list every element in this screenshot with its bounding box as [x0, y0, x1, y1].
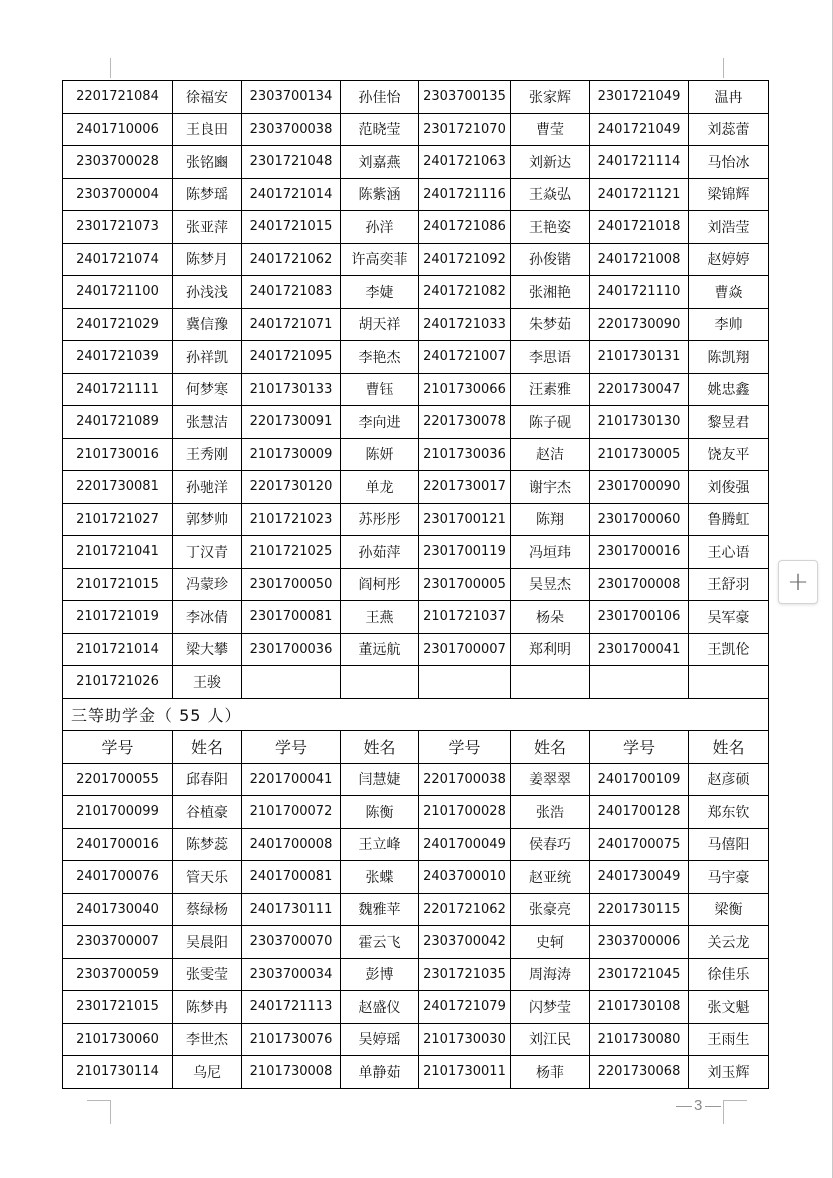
student-id-cell: 2303700028 — [63, 146, 173, 179]
student-name-cell: 陈子砚 — [511, 406, 590, 439]
student-id-cell: 2401721100 — [63, 276, 173, 309]
table-row — [63, 211, 769, 244]
student-name-cell: 王骏 — [173, 666, 242, 699]
student-id-cell: 2401700109 — [590, 763, 689, 796]
student-id-cell: 2401700049 — [419, 828, 511, 861]
student-name-cell: 李思语 — [511, 341, 590, 374]
student-id-cell: 2303700004 — [63, 178, 173, 211]
student-name-cell: 孙俊锴 — [511, 243, 590, 276]
student-id-cell: 2401700076 — [63, 861, 173, 894]
student-id-cell: 2401700008 — [242, 828, 341, 861]
crop-mark — [87, 1100, 111, 1101]
student-name-cell: 郑东钦 — [689, 796, 769, 829]
student-name-cell: 陈妍 — [341, 438, 419, 471]
student-name-cell: 李世杰 — [173, 1023, 242, 1056]
student-id-cell: 2301721073 — [63, 211, 173, 244]
student-name-cell: 李向进 — [341, 406, 419, 439]
student-id-cell: 2101730060 — [63, 1023, 173, 1056]
student-name-cell: 陈衡 — [341, 796, 419, 829]
student-id-cell: 2301700050 — [242, 568, 341, 601]
student-id-cell: 2201730120 — [242, 471, 341, 504]
student-name-cell: 梁锦辉 — [689, 178, 769, 211]
student-name-cell: 胡天祥 — [341, 308, 419, 341]
student-name-cell: 陈梦冉 — [173, 991, 242, 1024]
student-name-cell: 王雨生 — [689, 1023, 769, 1056]
student-id-cell: 2301721048 — [242, 146, 341, 179]
student-name-cell: 陈梦瑶 — [173, 178, 242, 211]
student-id-cell: 2401721079 — [419, 991, 511, 1024]
student-name-cell: 何梦寒 — [173, 373, 242, 406]
student-name-cell: 吴昱杰 — [511, 568, 590, 601]
student-id-cell: 2301700007 — [419, 633, 511, 666]
table-row — [63, 406, 769, 439]
table-row — [63, 568, 769, 601]
student-id-cell: 2401721092 — [419, 243, 511, 276]
add-button[interactable] — [778, 560, 818, 604]
header-student-id: 学号 — [590, 731, 689, 764]
student-id-cell: 2401721062 — [242, 243, 341, 276]
student-name-cell: 孙浅浅 — [173, 276, 242, 309]
student-id-cell: 2101730009 — [242, 438, 341, 471]
student-name-cell — [341, 666, 419, 699]
table-row — [63, 308, 769, 341]
student-id-cell: 2401721114 — [590, 146, 689, 179]
student-name-cell: 徐福安 — [173, 81, 242, 114]
student-id-cell: 2201730047 — [590, 373, 689, 406]
student-name-cell: 曹焱 — [689, 276, 769, 309]
student-id-cell: 2401700075 — [590, 828, 689, 861]
student-name-cell: 闪梦莹 — [511, 991, 590, 1024]
student-id-cell: 2301721045 — [590, 958, 689, 991]
student-name-cell: 陈梦蕊 — [173, 828, 242, 861]
student-name-cell: 刘蕊蕾 — [689, 113, 769, 146]
crop-mark — [110, 1100, 111, 1124]
student-name-cell: 赵婷婷 — [689, 243, 769, 276]
student-id-cell: 2301721049 — [590, 81, 689, 114]
student-name-cell: 汪素雅 — [511, 373, 590, 406]
student-name-cell: 张蝶 — [341, 861, 419, 894]
student-name-cell: 张铭豳 — [173, 146, 242, 179]
student-id-cell: 2301700106 — [590, 601, 689, 634]
student-name-cell: 饶友平 — [689, 438, 769, 471]
student-name-cell: 孙洋 — [341, 211, 419, 244]
student-name-cell: 王艳姿 — [511, 211, 590, 244]
table-header-row — [63, 731, 769, 764]
student-name-cell — [511, 666, 590, 699]
student-id-cell: 2201730078 — [419, 406, 511, 439]
student-id-cell: 2401721007 — [419, 341, 511, 374]
student-id-cell: 2101721019 — [63, 601, 173, 634]
table-row — [63, 471, 769, 504]
student-id-cell: 2303700059 — [63, 958, 173, 991]
table-row — [63, 991, 769, 1024]
student-id-cell: 2401721116 — [419, 178, 511, 211]
student-name-cell: 谢宇杰 — [511, 471, 590, 504]
table-row — [63, 633, 769, 666]
student-id-cell: 2101721026 — [63, 666, 173, 699]
student-name-cell: 霍云飞 — [341, 926, 419, 959]
student-name-cell: 许高奕菲 — [341, 243, 419, 276]
crop-mark — [723, 1100, 724, 1124]
section-row — [63, 698, 769, 731]
student-id-cell: 2401721018 — [590, 211, 689, 244]
student-id-cell: 2301700081 — [242, 601, 341, 634]
student-id-cell: 2201730091 — [242, 406, 341, 439]
section-title: 三等助学金（ 55 人） — [63, 698, 769, 731]
header-student-name: 姓名 — [511, 731, 590, 764]
student-id-cell: 2101721015 — [63, 568, 173, 601]
student-name-cell: 王良田 — [173, 113, 242, 146]
student-name-cell — [689, 666, 769, 699]
student-name-cell: 冀信豫 — [173, 308, 242, 341]
student-name-cell: 郑利明 — [511, 633, 590, 666]
student-name-cell: 张亚萍 — [173, 211, 242, 244]
student-id-cell: 2401730049 — [590, 861, 689, 894]
table-row — [63, 113, 769, 146]
student-name-cell: 徐佳乐 — [689, 958, 769, 991]
student-name-cell: 谷植豪 — [173, 796, 242, 829]
student-id-cell: 2201721084 — [63, 81, 173, 114]
student-id-cell: 2301700060 — [590, 503, 689, 536]
header-student-id: 学号 — [419, 731, 511, 764]
student-name-cell: 赵洁 — [511, 438, 590, 471]
student-id-cell: 2101730130 — [590, 406, 689, 439]
student-id-cell: 2101730030 — [419, 1023, 511, 1056]
crop-mark — [723, 58, 724, 78]
student-name-cell: 张豪亮 — [511, 893, 590, 926]
student-id-cell: 2301721015 — [63, 991, 173, 1024]
student-name-cell: 郭梦帅 — [173, 503, 242, 536]
crop-mark — [723, 1100, 747, 1101]
student-id-cell: 2101730036 — [419, 438, 511, 471]
student-name-cell: 朱梦茹 — [511, 308, 590, 341]
student-name-cell: 刘玉辉 — [689, 1056, 769, 1089]
student-id-cell: 2101721025 — [242, 536, 341, 569]
student-id-cell: 2401730040 — [63, 893, 173, 926]
student-name-cell: 吴军豪 — [689, 601, 769, 634]
table-row — [63, 178, 769, 211]
student-name-cell: 王舒羽 — [689, 568, 769, 601]
student-name-cell: 冯垣玮 — [511, 536, 590, 569]
student-name-cell: 关云龙 — [689, 926, 769, 959]
student-name-cell: 魏雅苹 — [341, 893, 419, 926]
table-row — [63, 438, 769, 471]
student-name-cell: 周海涛 — [511, 958, 590, 991]
student-name-cell: 王心语 — [689, 536, 769, 569]
student-id-cell: 2101730011 — [419, 1056, 511, 1089]
student-name-cell: 陈翔 — [511, 503, 590, 536]
student-id-cell: 2401700128 — [590, 796, 689, 829]
student-id-cell — [590, 666, 689, 699]
student-id-cell: 2101730080 — [590, 1023, 689, 1056]
table-row — [63, 796, 769, 829]
student-id-cell: 2401721095 — [242, 341, 341, 374]
student-id-cell: 2101730005 — [590, 438, 689, 471]
student-name-cell: 乌尼 — [173, 1056, 242, 1089]
student-id-cell: 2401721039 — [63, 341, 173, 374]
student-id-cell: 2401721033 — [419, 308, 511, 341]
student-id-cell: 2201730090 — [590, 308, 689, 341]
table-row — [63, 503, 769, 536]
student-id-cell: 2101721027 — [63, 503, 173, 536]
student-id-cell: 2101700028 — [419, 796, 511, 829]
student-id-cell: 2403700010 — [419, 861, 511, 894]
page-number: 3 — [676, 1097, 721, 1114]
student-id-cell: 2301721070 — [419, 113, 511, 146]
student-name-cell: 蔡绿杨 — [173, 893, 242, 926]
student-id-cell: 2101721037 — [419, 601, 511, 634]
student-id-cell — [419, 666, 511, 699]
student-name-cell: 陈紫涵 — [341, 178, 419, 211]
student-id-cell: 2401721071 — [242, 308, 341, 341]
student-id-cell: 2401721113 — [242, 991, 341, 1024]
student-id-cell: 2401721015 — [242, 211, 341, 244]
student-name-cell: 赵盛仪 — [341, 991, 419, 1024]
student-name-cell: 孙佳怡 — [341, 81, 419, 114]
student-id-cell: 2101721041 — [63, 536, 173, 569]
student-name-cell: 孙驰洋 — [173, 471, 242, 504]
student-name-cell: 丁汉青 — [173, 536, 242, 569]
student-id-cell: 2101721014 — [63, 633, 173, 666]
student-name-cell: 吴晨阳 — [173, 926, 242, 959]
student-name-cell: 张家辉 — [511, 81, 590, 114]
student-id-cell — [242, 666, 341, 699]
student-name-cell: 马宇豪 — [689, 861, 769, 894]
plus-icon: + — [787, 567, 809, 597]
student-name-cell: 刘嘉燕 — [341, 146, 419, 179]
student-name-cell: 吴婷瑶 — [341, 1023, 419, 1056]
student-id-cell: 2201721062 — [419, 893, 511, 926]
student-name-cell: 董远航 — [341, 633, 419, 666]
student-name-cell: 刘新达 — [511, 146, 590, 179]
student-name-cell: 管天乐 — [173, 861, 242, 894]
student-id-cell: 2401710006 — [63, 113, 173, 146]
student-name-cell: 杨菲 — [511, 1056, 590, 1089]
student-name-cell: 张文魁 — [689, 991, 769, 1024]
student-id-cell: 2301700090 — [590, 471, 689, 504]
student-name-cell: 姜翠翠 — [511, 763, 590, 796]
table-row — [63, 536, 769, 569]
student-name-cell: 李帅 — [689, 308, 769, 341]
student-id-cell: 2401721089 — [63, 406, 173, 439]
student-name-cell: 陈梦月 — [173, 243, 242, 276]
student-id-cell: 2301700121 — [419, 503, 511, 536]
student-name-cell: 王凯伦 — [689, 633, 769, 666]
header-student-name: 姓名 — [341, 731, 419, 764]
student-name-cell: 王立峰 — [341, 828, 419, 861]
student-id-cell: 2303700034 — [242, 958, 341, 991]
table-row — [63, 276, 769, 309]
student-id-cell: 2101730066 — [419, 373, 511, 406]
student-name-cell: 张雯莹 — [173, 958, 242, 991]
student-id-cell: 2303700038 — [242, 113, 341, 146]
student-name-cell: 邱春阳 — [173, 763, 242, 796]
table-row — [63, 926, 769, 959]
student-name-cell: 姚忠鑫 — [689, 373, 769, 406]
student-name-cell: 闫慧婕 — [341, 763, 419, 796]
student-id-cell: 2401700081 — [242, 861, 341, 894]
table-row — [63, 243, 769, 276]
student-name-cell: 李冰倩 — [173, 601, 242, 634]
student-id-cell: 2101700099 — [63, 796, 173, 829]
student-id-cell: 2201730068 — [590, 1056, 689, 1089]
student-id-cell: 2401721008 — [590, 243, 689, 276]
student-id-cell: 2101721023 — [242, 503, 341, 536]
student-id-cell: 2101730008 — [242, 1056, 341, 1089]
student-name-cell: 梁大攀 — [173, 633, 242, 666]
table-row — [63, 81, 769, 114]
student-id-cell: 2201700041 — [242, 763, 341, 796]
student-name-cell: 鲁腾虹 — [689, 503, 769, 536]
scholarship-table — [62, 80, 769, 1089]
student-id-cell: 2401721014 — [242, 178, 341, 211]
student-id-cell: 2301700041 — [590, 633, 689, 666]
student-id-cell: 2101730131 — [590, 341, 689, 374]
student-id-cell: 2303700007 — [63, 926, 173, 959]
student-name-cell: 马怡冰 — [689, 146, 769, 179]
student-name-cell: 侯春巧 — [511, 828, 590, 861]
student-id-cell: 2101730108 — [590, 991, 689, 1024]
student-id-cell: 2401721083 — [242, 276, 341, 309]
student-id-cell: 2101730114 — [63, 1056, 173, 1089]
student-id-cell: 2201730017 — [419, 471, 511, 504]
student-name-cell: 黎昱君 — [689, 406, 769, 439]
student-id-cell: 2301700016 — [590, 536, 689, 569]
student-id-cell: 2401721111 — [63, 373, 173, 406]
student-name-cell: 张慧洁 — [173, 406, 242, 439]
student-name-cell: 刘俊强 — [689, 471, 769, 504]
student-name-cell: 梁衡 — [689, 893, 769, 926]
student-id-cell: 2401721110 — [590, 276, 689, 309]
student-name-cell: 彭博 — [341, 958, 419, 991]
student-id-cell: 2201730115 — [590, 893, 689, 926]
student-name-cell: 曹莹 — [511, 113, 590, 146]
student-id-cell: 2401721049 — [590, 113, 689, 146]
student-name-cell: 温冉 — [689, 81, 769, 114]
student-id-cell: 2201730081 — [63, 471, 173, 504]
student-id-cell: 2401721082 — [419, 276, 511, 309]
header-student-id: 学号 — [63, 731, 173, 764]
table-row — [63, 1056, 769, 1089]
student-id-cell: 2303700070 — [242, 926, 341, 959]
student-name-cell: 苏彤彤 — [341, 503, 419, 536]
student-name-cell: 王燕 — [341, 601, 419, 634]
student-id-cell: 2303700134 — [242, 81, 341, 114]
student-name-cell: 孙茹萍 — [341, 536, 419, 569]
student-id-cell: 2101730133 — [242, 373, 341, 406]
student-id-cell: 2401721086 — [419, 211, 511, 244]
header-student-name: 姓名 — [173, 731, 242, 764]
student-name-cell: 曹钰 — [341, 373, 419, 406]
student-name-cell: 阎柯彤 — [341, 568, 419, 601]
table-row — [63, 763, 769, 796]
student-name-cell: 赵彦硕 — [689, 763, 769, 796]
student-name-cell: 张浩 — [511, 796, 590, 829]
header-student-name: 姓名 — [689, 731, 769, 764]
student-id-cell: 2303700006 — [590, 926, 689, 959]
student-name-cell: 王焱弘 — [511, 178, 590, 211]
student-name-cell: 李艳杰 — [341, 341, 419, 374]
student-name-cell: 范晓莹 — [341, 113, 419, 146]
student-id-cell: 2301700119 — [419, 536, 511, 569]
student-id-cell: 2101730076 — [242, 1023, 341, 1056]
table-row — [63, 373, 769, 406]
student-id-cell: 2201700055 — [63, 763, 173, 796]
student-id-cell: 2303700135 — [419, 81, 511, 114]
student-name-cell: 孙祥凯 — [173, 341, 242, 374]
table-row — [63, 958, 769, 991]
student-id-cell: 2301700008 — [590, 568, 689, 601]
student-name-cell: 李婕 — [341, 276, 419, 309]
student-id-cell: 2303700042 — [419, 926, 511, 959]
student-name-cell: 单静茹 — [341, 1056, 419, 1089]
table-row — [63, 1023, 769, 1056]
student-id-cell: 2201700038 — [419, 763, 511, 796]
student-name-cell: 刘浩莹 — [689, 211, 769, 244]
student-name-cell: 王秀刚 — [173, 438, 242, 471]
student-id-cell: 2401721029 — [63, 308, 173, 341]
student-name-cell: 张湘艳 — [511, 276, 590, 309]
student-name-cell: 单龙 — [341, 471, 419, 504]
table-row — [63, 828, 769, 861]
table-row — [63, 601, 769, 634]
table-row — [63, 893, 769, 926]
student-id-cell: 2101730016 — [63, 438, 173, 471]
student-id-cell: 2401721121 — [590, 178, 689, 211]
student-id-cell: 2301700005 — [419, 568, 511, 601]
student-id-cell: 2301721035 — [419, 958, 511, 991]
student-id-cell: 2401721063 — [419, 146, 511, 179]
table-row — [63, 146, 769, 179]
student-id-cell: 2401700016 — [63, 828, 173, 861]
student-id-cell: 2401721074 — [63, 243, 173, 276]
student-id-cell: 2301700036 — [242, 633, 341, 666]
student-name-cell: 马僖阳 — [689, 828, 769, 861]
header-student-id: 学号 — [242, 731, 341, 764]
student-name-cell: 杨朵 — [511, 601, 590, 634]
student-name-cell: 冯蒙珍 — [173, 568, 242, 601]
table-row — [63, 666, 769, 699]
crop-mark — [110, 58, 111, 78]
student-name-cell: 陈凯翔 — [689, 341, 769, 374]
student-name-cell: 刘江民 — [511, 1023, 590, 1056]
student-name-cell: 赵亚统 — [511, 861, 590, 894]
student-id-cell: 2401730111 — [242, 893, 341, 926]
table-row — [63, 861, 769, 894]
student-id-cell: 2101700072 — [242, 796, 341, 829]
table-row — [63, 341, 769, 374]
student-name-cell: 史轲 — [511, 926, 590, 959]
